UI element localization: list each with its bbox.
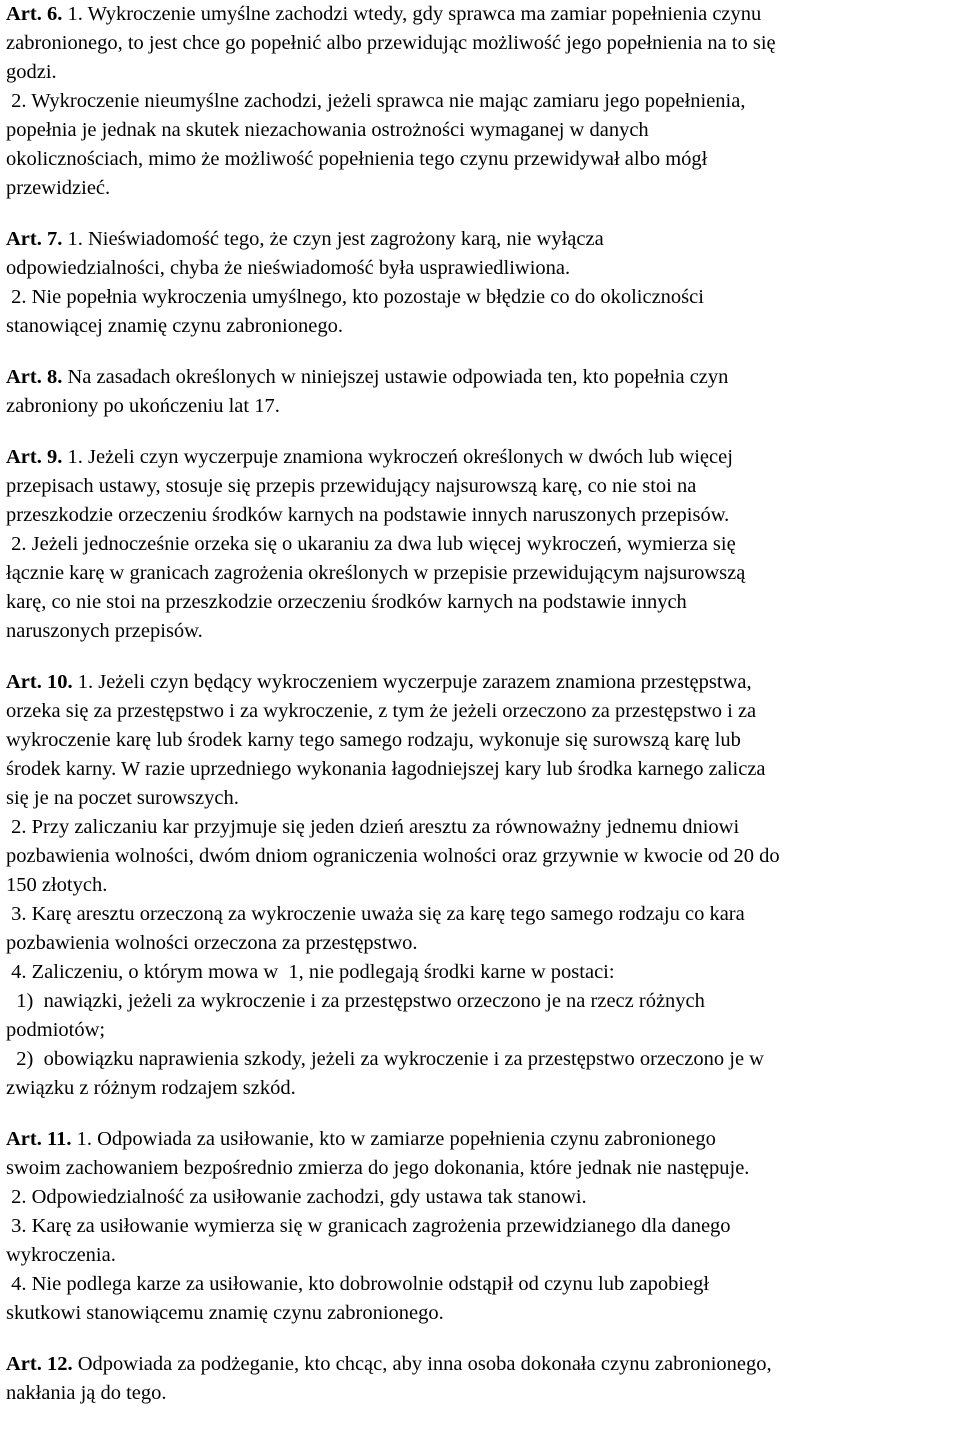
- paragraph-line: [6, 697, 960, 726]
- paragraph-line: [6, 1299, 960, 1328]
- article-label: Art. 7.: [6, 228, 63, 250]
- line-text: się je na poczet surowszych.: [6, 787, 239, 809]
- paragraph-line: [6, 1241, 960, 1270]
- article-label: Art. 6.: [6, 3, 63, 25]
- paragraph-line: [6, 1183, 960, 1212]
- line-text: wykroczenie karę lub środek karny tego samego rodzaju, wykonuje się surowszą karę lub: [6, 729, 741, 751]
- document-page: [6, 0, 960, 1408]
- paragraph-line: [6, 813, 960, 842]
- article: [6, 668, 960, 1103]
- line-text: wykroczenia.: [6, 1244, 116, 1266]
- line-text: 3. Karę za usiłowanie wymierza się w granicach zagrożenia przewidzianego dla danego: [6, 1215, 731, 1237]
- paragraph-line: [6, 530, 960, 559]
- line-text: 1. Jeżeli czyn wyczerpuje znamiona wykroczeń określonych w dwóch lub więcej: [62, 446, 733, 468]
- line-text: orzeka się za przestępstwo i za wykroczenie, z tym że jeżeli orzeczono za przestępstwo i za: [6, 700, 757, 722]
- article-gap: [6, 421, 960, 443]
- paragraph-line: [6, 726, 960, 755]
- line-text: stanowiącej znamię czynu zabronionego.: [6, 315, 343, 337]
- line-text: 2. Jeżeli jednocześnie orzeka się o ukaraniu za dwa lub więcej wykroczeń, wymierza się: [6, 533, 736, 555]
- article-label: Art. 11.: [6, 1128, 72, 1150]
- paragraph-line: [6, 116, 960, 145]
- paragraph-line: [6, 1350, 960, 1379]
- line-text: podmiotów;: [6, 1019, 106, 1041]
- paragraph-line: [6, 174, 960, 203]
- paragraph-line: [6, 312, 960, 341]
- paragraph-line: [6, 0, 960, 29]
- line-text: 1) nawiązki, jeżeli za wykroczenie i za przestępstwo orzeczono je na rzecz różnych: [6, 990, 705, 1012]
- paragraph-line: [6, 472, 960, 501]
- line-text: pozbawienia wolności orzeczona za przestępstwo.: [6, 932, 418, 954]
- line-text: przewidzieć.: [6, 177, 111, 199]
- article-label: Art. 12.: [6, 1353, 73, 1375]
- article-gap: [6, 341, 960, 363]
- line-text: 2. Odpowiedzialność za usiłowanie zachodzi, gdy ustawa tak stanowi.: [6, 1186, 587, 1208]
- line-text: zabroniony po ukończeniu lat 17.: [6, 395, 280, 417]
- paragraph-line: [6, 1154, 960, 1183]
- line-text: naruszonych przepisów.: [6, 620, 203, 642]
- paragraph-line: [6, 283, 960, 312]
- line-text: godzi.: [6, 61, 57, 83]
- paragraph-line: [6, 987, 960, 1016]
- line-text: 2) obowiązku naprawienia szkody, jeżeli za wykroczenie i za przestępstwo orzeczono je w: [6, 1048, 764, 1070]
- paragraph-line: [6, 668, 960, 697]
- paragraph-line: [6, 443, 960, 472]
- paragraph-line: [6, 900, 960, 929]
- line-text: popełnia je jednak na skutek niezachowania ostrożności wymaganej w danych: [6, 119, 649, 141]
- line-text: zabronionego, to jest chce go popełnić albo przewidując możliwość jego popełnienia na to się: [6, 32, 776, 54]
- paragraph-line: [6, 1379, 960, 1408]
- paragraph-line: [6, 1125, 960, 1154]
- line-text: 1. Wykroczenie umyślne zachodzi wtedy, gdy sprawca ma zamiar popełnienia czynu: [62, 3, 762, 25]
- paragraph-line: [6, 392, 960, 421]
- line-text: 2. Wykroczenie nieumyślne zachodzi, jeżeli sprawca nie mając zamiaru jego popełnienia,: [6, 90, 746, 112]
- line-text: 1. Jeżeli czyn będący wykroczeniem wyczerpuje zarazem znamiona przestępstwa,: [72, 671, 752, 693]
- paragraph-line: [6, 1045, 960, 1074]
- paragraph-line: [6, 871, 960, 900]
- line-text: Na zasadach określonych w niniejszej ustawie odpowiada ten, kto popełnia czyn: [62, 366, 729, 388]
- paragraph-line: [6, 1074, 960, 1103]
- article-gap: [6, 646, 960, 668]
- line-text: nakłania ją do tego.: [6, 1382, 167, 1404]
- article-gap: [6, 1103, 960, 1125]
- line-text: karę, co nie stoi na przeszkodzie orzeczeniu środków karnych na podstawie innych: [6, 591, 687, 613]
- line-text: przepisach ustawy, stosuje się przepis przewidujący najsurowszą karę, co nie stoi na: [6, 475, 697, 497]
- line-text: 4. Zaliczeniu, o którym mowa w 1, nie podlegają środki karne w postaci:: [6, 961, 615, 983]
- article-gap: [6, 203, 960, 225]
- line-text: 2. Przy zaliczaniu kar przyjmuje się jeden dzień aresztu za równoważny jednemu dniowi: [6, 816, 740, 838]
- article-label: Art. 8.: [6, 366, 63, 388]
- line-text: 1. Odpowiada za usiłowanie, kto w zamiarze popełnienia czynu zabronionego: [71, 1128, 716, 1150]
- paragraph-line: [6, 1270, 960, 1299]
- article: [6, 0, 960, 203]
- article: [6, 1125, 960, 1328]
- article: [6, 225, 960, 341]
- article: [6, 443, 960, 646]
- paragraph-line: [6, 784, 960, 813]
- paragraph-line: [6, 1016, 960, 1045]
- line-text: pozbawienia wolności, dwóm dniom ograniczenia wolności oraz grzywnie w kwocie od 20 do: [6, 845, 780, 867]
- paragraph-line: [6, 145, 960, 174]
- article-gap: [6, 1328, 960, 1350]
- paragraph-line: [6, 363, 960, 392]
- paragraph-line: [6, 559, 960, 588]
- paragraph-line: [6, 842, 960, 871]
- paragraph-line: [6, 87, 960, 116]
- paragraph-line: [6, 225, 960, 254]
- article: [6, 363, 960, 421]
- paragraph-line: [6, 588, 960, 617]
- paragraph-line: [6, 958, 960, 987]
- line-text: swoim zachowaniem bezpośrednio zmierza do jego dokonania, które jednak nie następuje.: [6, 1157, 750, 1179]
- article-label: Art. 9.: [6, 446, 63, 468]
- line-text: skutkowi stanowiącemu znamię czynu zabronionego.: [6, 1302, 444, 1324]
- line-text: środek karny. W razie uprzedniego wykonania łagodniejszej kary lub środka karnego zalicza: [6, 758, 766, 780]
- paragraph-line: [6, 29, 960, 58]
- paragraph-line: [6, 58, 960, 87]
- article-label: Art. 10.: [6, 671, 73, 693]
- paragraph-line: [6, 1212, 960, 1241]
- line-text: 3. Karę aresztu orzeczoną za wykroczenie uważa się za karę tego samego rodzaju co kara: [6, 903, 745, 925]
- line-text: odpowiedzialności, chyba że nieświadomość była usprawiedliwiona.: [6, 257, 571, 279]
- paragraph-line: [6, 254, 960, 283]
- line-text: związku z różnym rodzajem szkód.: [6, 1077, 296, 1099]
- line-text: 1. Nieświadomość tego, że czyn jest zagrożony karą, nie wyłącza: [62, 228, 604, 250]
- line-text: łącznie karę w granicach zagrożenia określonych w przepisie przewidującym najsurowszą: [6, 562, 746, 584]
- paragraph-line: [6, 501, 960, 530]
- article: [6, 1350, 960, 1408]
- line-text: przeszkodzie orzeczeniu środków karnych na podstawie innych naruszonych przepisów.: [6, 504, 730, 526]
- line-text: 150 złotych.: [6, 874, 108, 896]
- line-text: okolicznościach, mimo że możliwość popełnienia tego czynu przewidywał albo mógł: [6, 148, 708, 170]
- paragraph-line: [6, 929, 960, 958]
- paragraph-line: [6, 617, 960, 646]
- line-text: Odpowiada za podżeganie, kto chcąc, aby inna osoba dokonała czynu zabronionego,: [72, 1353, 772, 1375]
- paragraph-line: [6, 755, 960, 784]
- line-text: 4. Nie podlega karze za usiłowanie, kto dobrowolnie odstąpił od czynu lub zapobiegł: [6, 1273, 710, 1295]
- line-text: 2. Nie popełnia wykroczenia umyślnego, kto pozostaje w błędzie co do okoliczności: [6, 286, 704, 308]
